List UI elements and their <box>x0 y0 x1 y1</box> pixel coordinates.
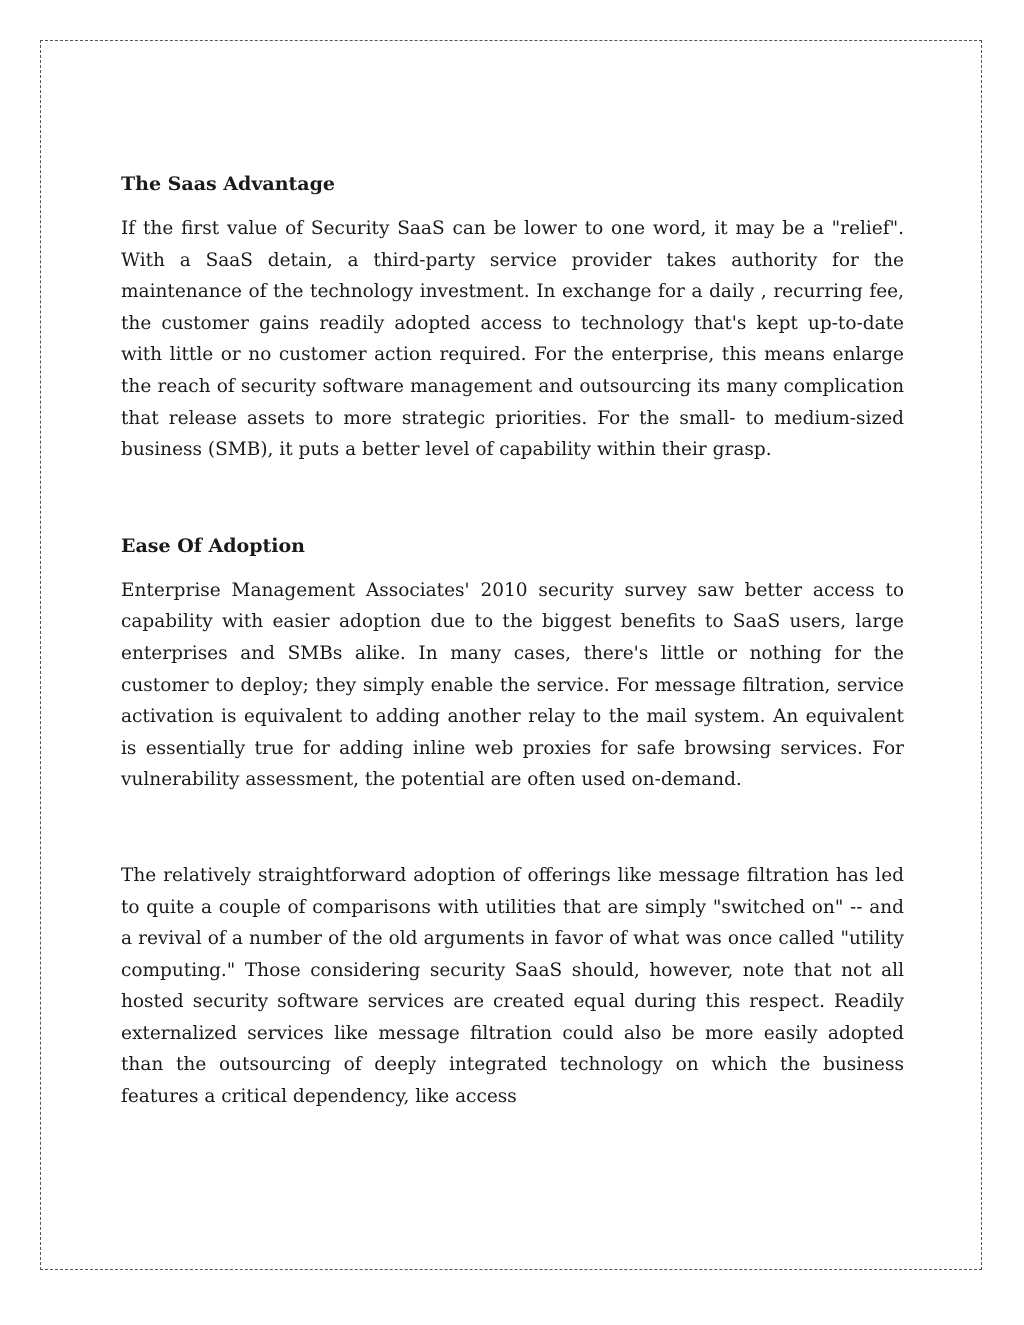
section-heading-ease-of-adoption: Ease Of Adoption <box>121 534 305 557</box>
document-content <box>121 168 904 1113</box>
closing-paragraph: The relatively straightforward adoption of offerings like message filtration has led to quite a couple of comparisons with utilities that are simply "switched on" -- and a revival of a number of the old arguments in favor of what was once called "utility computing." Those considering security SaaS should, however, note that not all hosted security software services are created equal during this respect. Readily externalized services like message filtration could also be more easily adopted than the outsourcing of deeply integrated technology on which the business features a critical dependency, like access <box>121 864 904 1108</box>
section-heading-saas-advantage: The Saas Advantage <box>121 173 335 195</box>
section-spacer <box>121 796 904 860</box>
section-body-saas-advantage: If the first value of Security SaaS can be lower to one word, it may be a "relief". With a SaaS detain, a third-party service provider takes authority for the maintenance of the technology investment. In exchange for a daily , recurring fee, the customer gains readily adopted access to technology that's kept up-to-date with little or no customer action required. For the enterprise, this means enlarge the reach of security software management and outsourcing its many complication that release assets to more strategic priorities. For the small- to medium-sized business (SMB), it puts a better level of capability within their grasp. <box>121 218 904 461</box>
section-spacer <box>121 466 904 530</box>
section-body-ease-of-adoption: Enterprise Management Associates' 2010 security survey saw better access to capability with easier adoption due to the biggest benefits to SaaS users, large enterprises and SMBs alike. In many cases, there's little or nothing for the customer to deploy; they simply enable the service. For message filtration, service activation is equivalent to adding another relay to the mail system. An equivalent is essentially true for adding inline web proxies for safe browsing services. For vulnerability assessment, the potential are often used on-demand. <box>121 579 904 791</box>
